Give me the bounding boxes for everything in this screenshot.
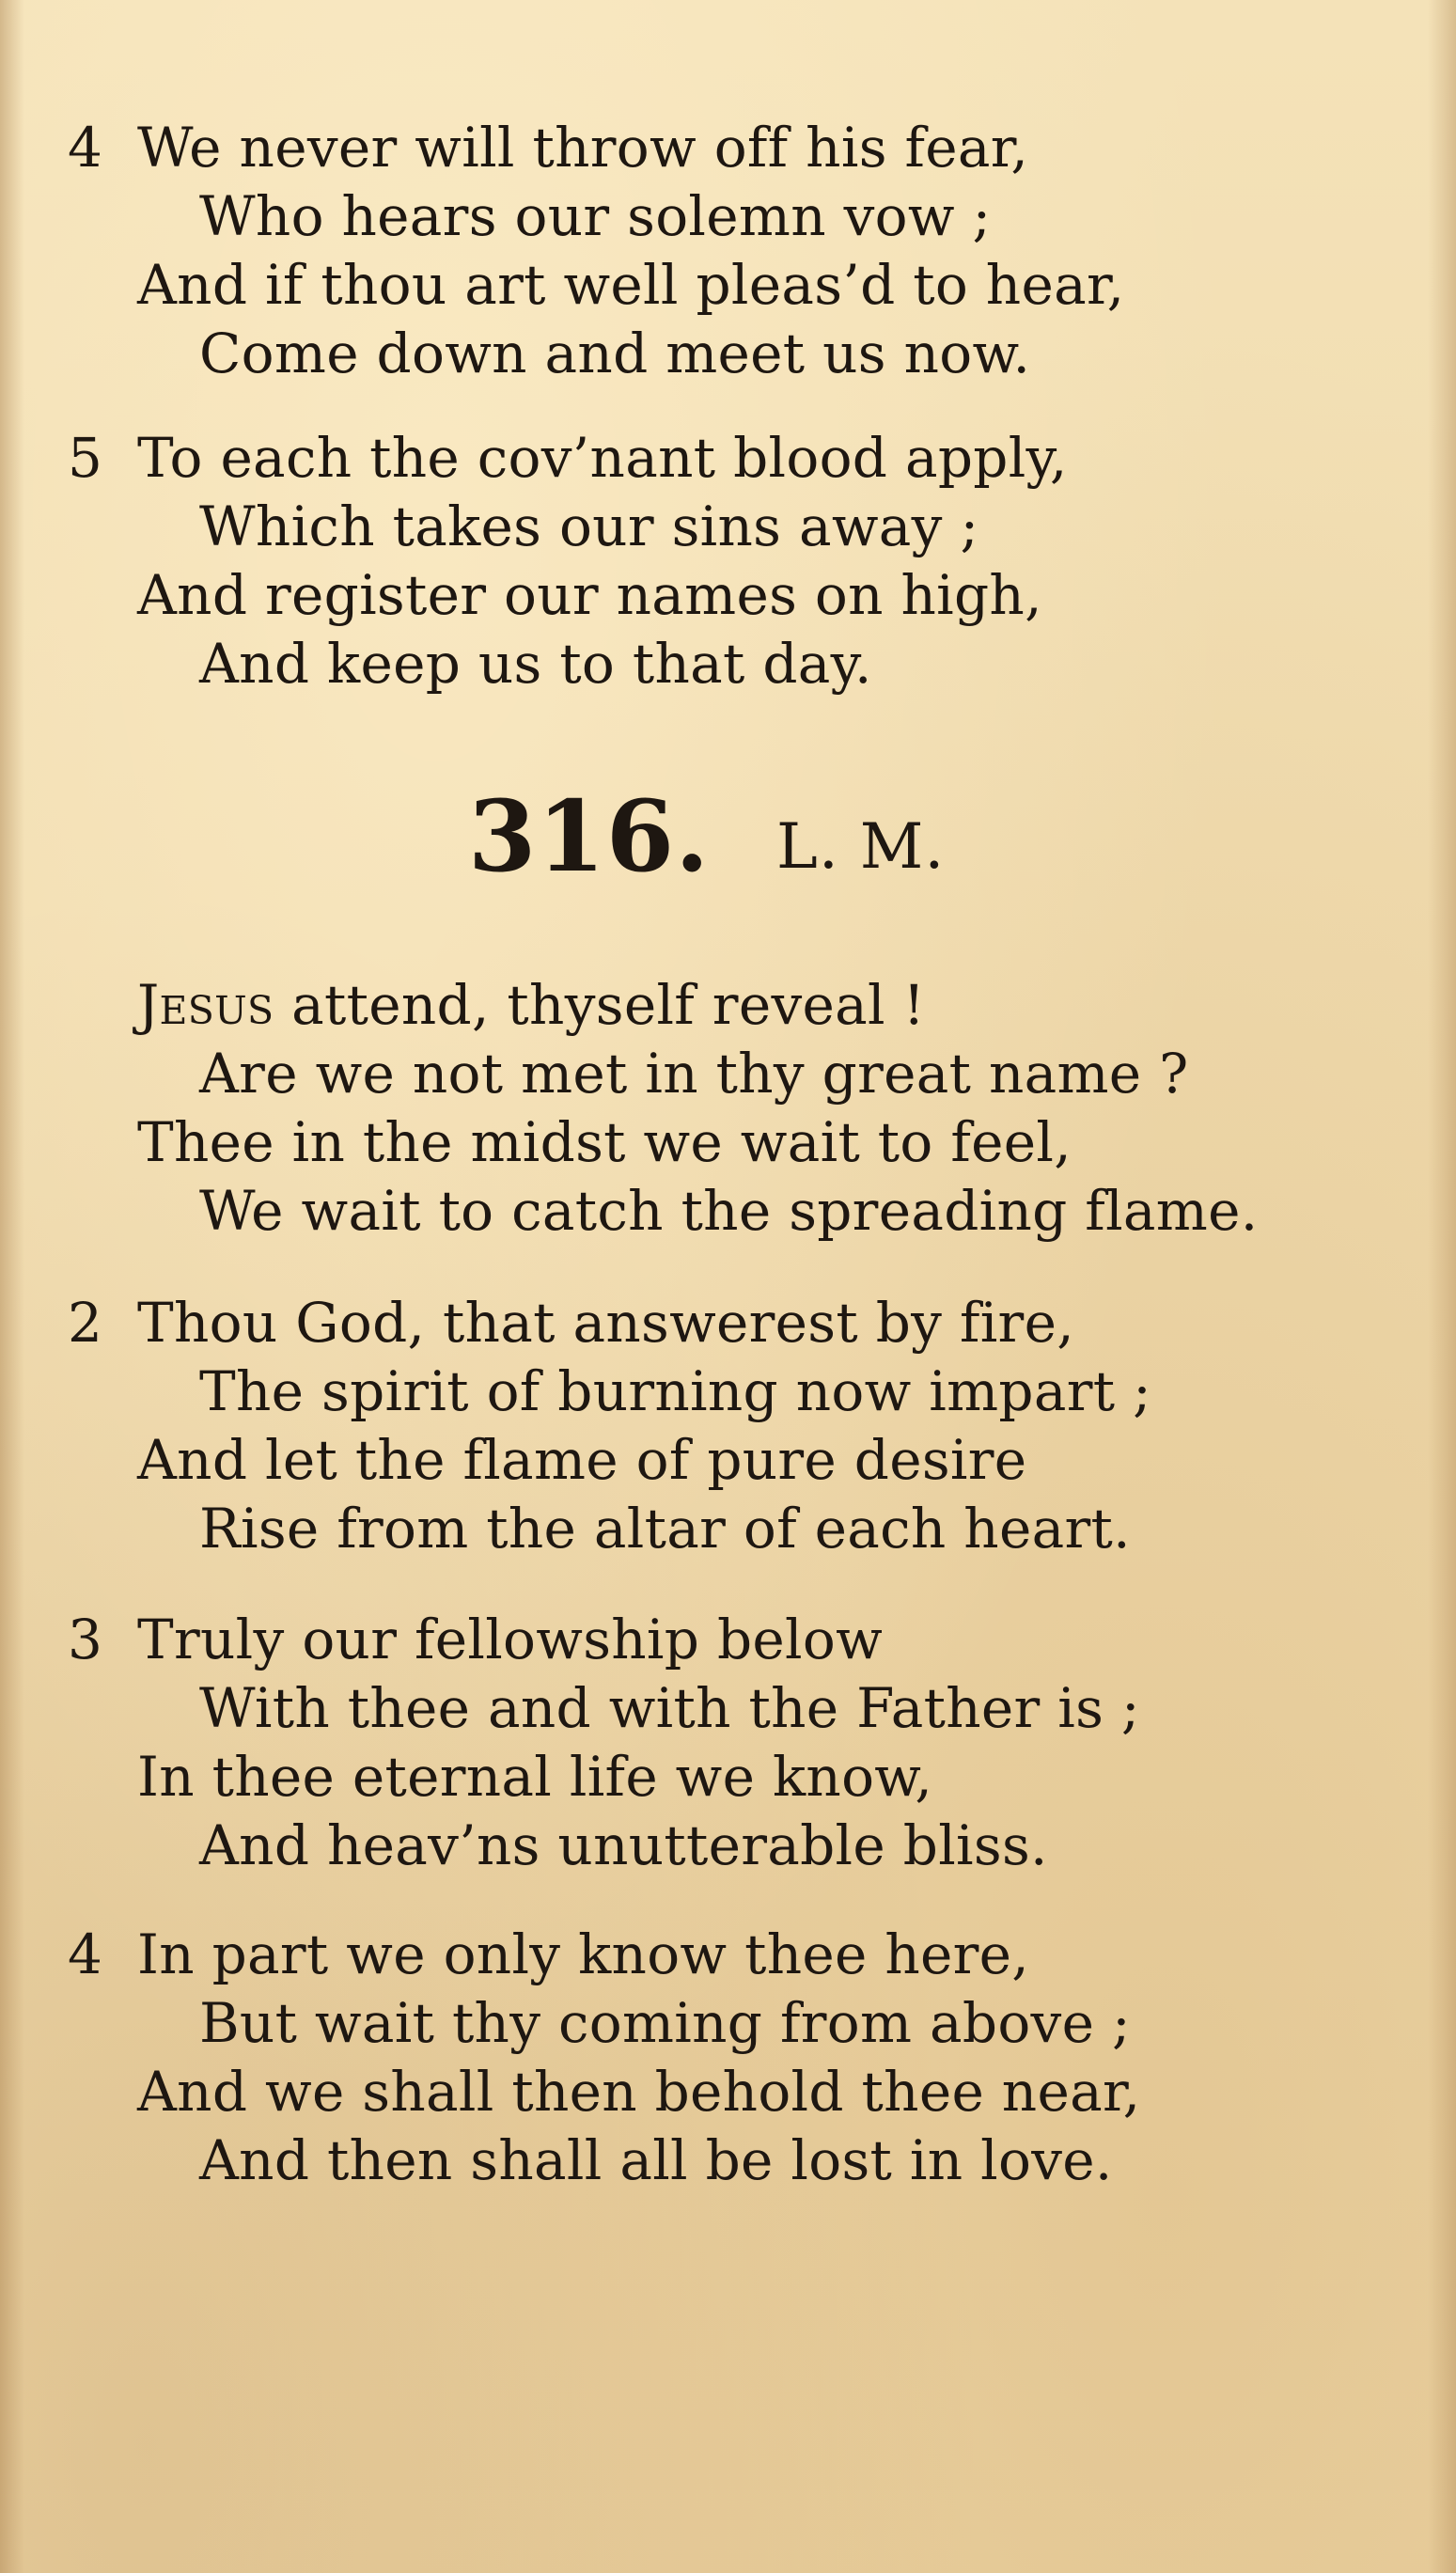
verse-line: And register our names on high, <box>137 563 1042 627</box>
verse-line: Rise from the altar of each heart. <box>199 1497 1131 1561</box>
verse-line: Who hears our solemn vow ; <box>199 184 992 248</box>
page-edge-left <box>0 0 24 2573</box>
verse-line-first <box>137 973 926 1037</box>
verse-line: Thou God, that answerest by fire, <box>137 1291 1074 1355</box>
verse-line: And keep us to that day. <box>199 632 872 696</box>
stanza-number: 2 <box>68 1291 102 1355</box>
verse-line: Which takes our sins away ; <box>199 494 979 558</box>
verse-line: In thee eternal life we know, <box>137 1745 933 1809</box>
verse-line: And heav’ns unutterable bliss. <box>199 1813 1048 1877</box>
first-word: Jesus <box>137 973 274 1037</box>
verse-line: Come down and meet us now. <box>199 322 1031 385</box>
hymn-meter: L. M. <box>776 810 946 883</box>
verse-line: And then shall all be lost in love. <box>199 2128 1113 2192</box>
hymn-header <box>0 778 1456 901</box>
verse-line: We never will throw off his fear, <box>137 116 1029 180</box>
verse-line: Truly our fellowship below <box>137 1608 884 1671</box>
verse-line: Are we not met in thy great name ? <box>199 1042 1189 1106</box>
verse-line: And if thou art well pleas’d to hear, <box>137 253 1125 317</box>
first-line-rest: attend, thyself reveal ! <box>274 973 926 1037</box>
verse-line: And we shall then behold thee near, <box>137 2060 1141 2124</box>
stanza-number: 4 <box>68 1922 102 1986</box>
stanza-number: 3 <box>68 1608 102 1671</box>
verse-line: To each the cov’nant blood apply, <box>137 426 1068 490</box>
verse-line: We wait to catch the spreading flame. <box>199 1179 1259 1243</box>
stanza-number: 5 <box>68 426 102 490</box>
verse-line: Thee in the midst we wait to feel, <box>137 1110 1072 1174</box>
verse-line: The spirit of burning now impart ; <box>199 1359 1151 1423</box>
verse-line: In part we only know thee here, <box>137 1922 1030 1986</box>
verse-line: With thee and with the Father is ; <box>199 1676 1140 1740</box>
hymn-number: 316. <box>468 778 711 894</box>
stanza-number: 4 <box>68 116 102 180</box>
verse-line: But wait thy coming from above ; <box>199 1991 1131 2055</box>
page-edge-right <box>1428 0 1456 2573</box>
verse-line: And let the flame of pure desire <box>137 1428 1027 1492</box>
